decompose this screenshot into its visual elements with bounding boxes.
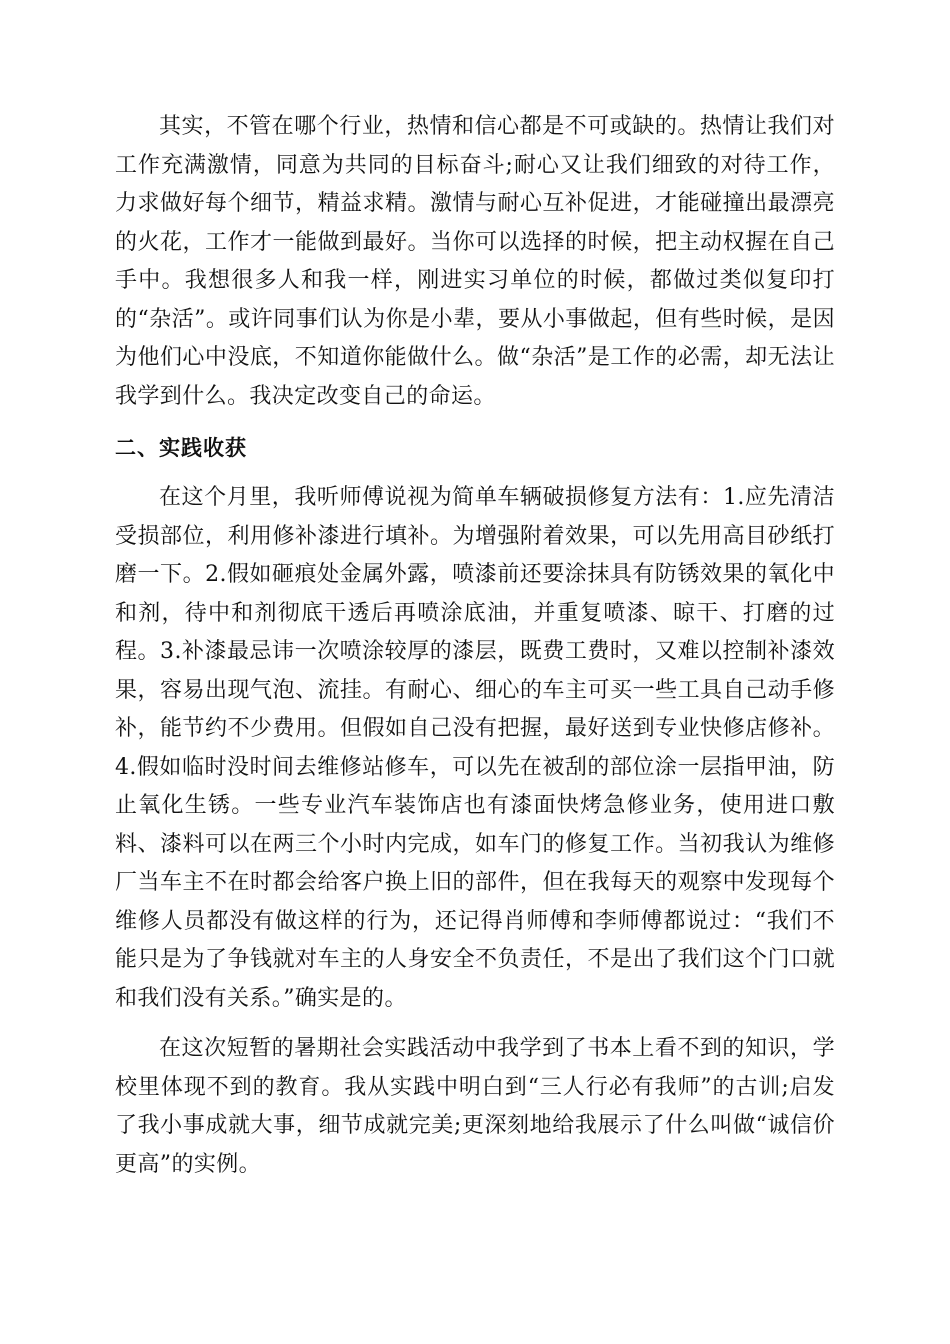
paragraph-spacer — [115, 1018, 835, 1030]
paragraph-enthusiasm: 其实，不管在哪个行业，热情和信心都是不可或缺的。热情让我们对工作充满激情，同意为共同的目标奋斗;耐心又让我们细致的对待工作，力求做好每个细节，精益求精。激情与耐心互补促进，才能碰撞出最漂亮的火花，工作才一能做到最好。当你可以选择的时候，把主动权握在自己手中。我想很多人和我一样，刚进实习单位的时候，都做过类似复印打的“杂活”。或许同事们认为你是小辈，要从小事做起，但有些时候，是因为他们心中没底，不知道你能做什么。做“杂活”是工作的必需，却无法让我学到什么。我决定改变自己的命运。 — [115, 114, 835, 409]
paragraph-repair-methods: 在这个月里，我听师傅说视为简单车辆破损修复方法有：1.应先清洁受损部位，利用修补漆进行填补。为增强附着效果，可以先用高目砂纸打磨一下。2.假如砸痕处金属外露，喷漆前还要涂抹具有防锈效果的氧化中和剂，待中和剂彻底干透后再喷涂底油，并重复喷漆、晾干、打磨的过程。3.补漆最忌讳一次喷涂较厚的漆层，既费工费时，又难以控制补漆效果，容易出现气泡、流挂。有耐心、细心的车主可买一些工具自己动手修补，能节约不少费用。但假如自己没有把握，最好送到专业快修店修补。4.假如临时没时间去维修站修车，可以先在被刮的部位涂一层指甲油，防止氧化生锈。一些专业汽车装饰店也有漆面快烤急修业务，使用进口敷料、漆料可以在两三个小时内完成，如车门的修复工作。当初我认为维修厂当车主不在时都会给客户换上旧的部件，但在我每天的观察中发现每个维修人员都没有做这样的行为，还记得肖师傅和李师傅都说过：“我们不能只是为了争钱就对车主的人身安全不负责任，不是出了我们这个门口就和我们没有关系。”确实是的。 — [115, 485, 835, 1011]
paragraph-conclusion: 在这次短暂的暑期社会实践活动中我学到了书本上看不到的知识，学校里体现不到的教育。我从实践中明白到“三人行必有我师”的古训;启发了我小事成就大事，细节成就完美;更深刻地给我展示了什么叫做“诚信价更高”的实例。 — [115, 1036, 835, 1177]
document-body — [115, 108, 835, 1184]
section-heading: 二、实践收获 — [115, 436, 247, 460]
